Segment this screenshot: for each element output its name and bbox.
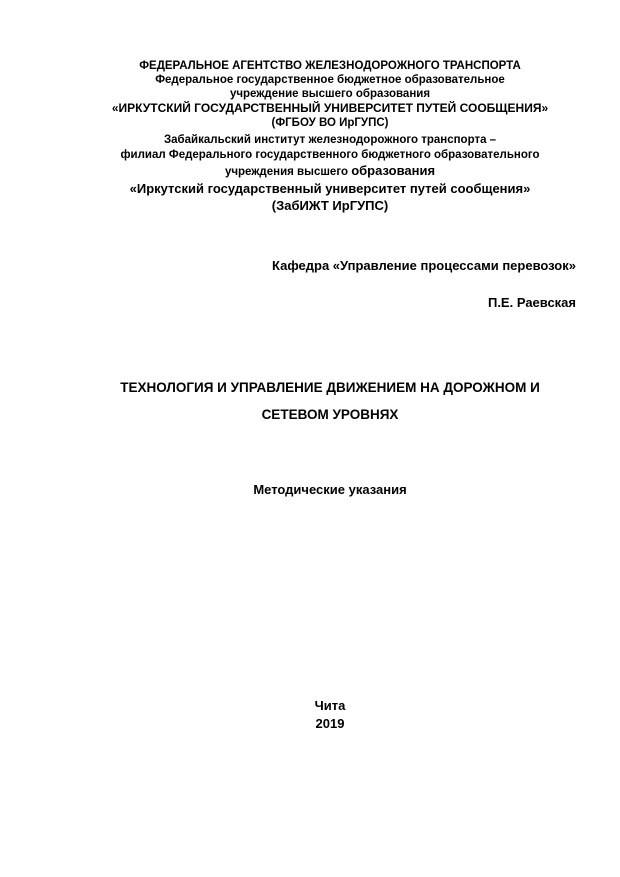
branch-description-part-a: учреждения высшего [224, 166, 348, 178]
institution-type-line: Федеральное государственное бюджетное образовательное [155, 74, 505, 86]
agency-name: ФЕДЕРАЛЬНОЕ АГЕНТСТВО ЖЕЛЕЗНОДОРОЖНОГО ТРАНСПОРТА [139, 60, 521, 72]
publication-info [60, 697, 600, 733]
publication-year: 2019 [315, 716, 345, 731]
institution-type-line-2: учреждение высшего образования [229, 88, 431, 100]
title-line-2: СЕТЕВОМ УРОВНЯХ [261, 407, 399, 422]
university-abbreviation: (ФГБОУ ВО ИрГУПС) [271, 117, 389, 129]
branch-description-part-b: образования [351, 163, 436, 178]
institute-name: Забайкальский институт железнодорожного транспорта – [163, 134, 497, 146]
publication-city: Чита [314, 698, 346, 713]
institution-header [60, 59, 600, 214]
title-line-1: ТЕХНОЛОГИЯ И УПРАВЛЕНИЕ ДВИЖЕНИЕМ НА ДОРОЖНОМ И [120, 380, 540, 395]
parent-university-name: «Иркутский государственный университет путей сообщения» [129, 181, 531, 196]
author-name: П.Е. Раевская [487, 295, 576, 310]
branch-description-2 [60, 163, 600, 180]
document-title [60, 374, 600, 428]
document-type: Методические указания [253, 482, 407, 497]
department-name: Кафедра «Управление процессами перевозок» [272, 258, 576, 273]
university-name: «ИРКУТСКИЙ ГОСУДАРСТВЕННЫЙ УНИВЕРСИТЕТ ПУТЕЙ СООБЩЕНИЯ» [111, 101, 549, 115]
institute-abbreviation: (ЗабИЖТ ИрГУПС) [271, 198, 389, 213]
branch-description: филиал Федерального государственного бюджетного образовательного [120, 149, 540, 161]
